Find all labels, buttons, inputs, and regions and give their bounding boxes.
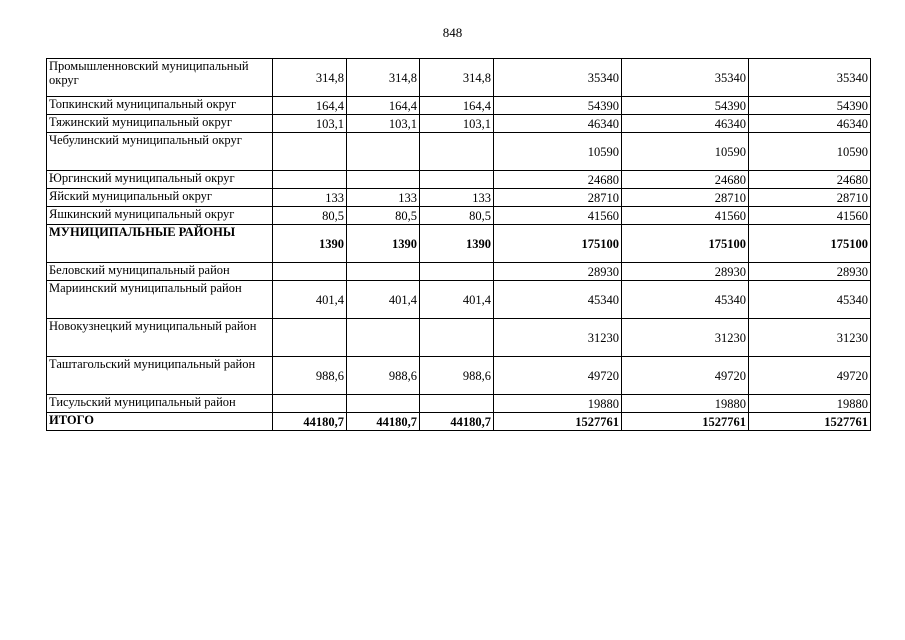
table-row bbox=[47, 133, 871, 171]
cell-value: 175100 bbox=[749, 225, 871, 263]
row-name: Тисульский муниципальный район bbox=[47, 395, 273, 413]
cell-value: 35340 bbox=[622, 59, 749, 97]
cell-value bbox=[420, 395, 494, 413]
table-row bbox=[47, 357, 871, 395]
page-number: 848 bbox=[442, 25, 463, 40]
table-row bbox=[47, 225, 871, 263]
cell-value: 24680 bbox=[749, 171, 871, 189]
cell-value: 133 bbox=[273, 189, 347, 207]
cell-value: 49720 bbox=[622, 357, 749, 395]
cell-value: 44180,7 bbox=[420, 413, 494, 431]
table-row bbox=[47, 281, 871, 319]
row-name: Яшкинский муниципальный округ bbox=[47, 207, 273, 225]
table-row bbox=[47, 171, 871, 189]
cell-value: 28710 bbox=[494, 189, 622, 207]
cell-value: 133 bbox=[347, 189, 420, 207]
cell-value bbox=[420, 171, 494, 189]
cell-value bbox=[273, 263, 347, 281]
table-row bbox=[47, 319, 871, 357]
table-row bbox=[47, 395, 871, 413]
row-name: Яйский муниципальный округ bbox=[47, 189, 273, 207]
row-name: Мариинский муниципальный район bbox=[47, 281, 273, 319]
row-name: Тяжинский муниципальный округ bbox=[47, 115, 273, 133]
cell-value: 28930 bbox=[749, 263, 871, 281]
cell-value: 164,4 bbox=[347, 97, 420, 115]
cell-value bbox=[273, 133, 347, 171]
cell-value: 46340 bbox=[494, 115, 622, 133]
cell-value: 988,6 bbox=[420, 357, 494, 395]
row-name: Таштагольский муниципальный район bbox=[47, 357, 273, 395]
table-row bbox=[47, 207, 871, 225]
cell-value bbox=[347, 133, 420, 171]
cell-value bbox=[420, 263, 494, 281]
cell-value: 31230 bbox=[749, 319, 871, 357]
cell-value: 54390 bbox=[622, 97, 749, 115]
cell-value: 41560 bbox=[749, 207, 871, 225]
cell-value: 1527761 bbox=[749, 413, 871, 431]
cell-value bbox=[347, 171, 420, 189]
cell-value: 103,1 bbox=[420, 115, 494, 133]
cell-value: 10590 bbox=[749, 133, 871, 171]
cell-value: 401,4 bbox=[347, 281, 420, 319]
cell-value bbox=[347, 319, 420, 357]
cell-value: 103,1 bbox=[347, 115, 420, 133]
cell-value: 10590 bbox=[622, 133, 749, 171]
row-name: ИТОГО bbox=[47, 413, 273, 431]
cell-value: 314,8 bbox=[347, 59, 420, 97]
row-name: Беловский муниципальный район bbox=[47, 263, 273, 281]
cell-value: 28710 bbox=[749, 189, 871, 207]
cell-value: 31230 bbox=[622, 319, 749, 357]
cell-value: 41560 bbox=[494, 207, 622, 225]
cell-value bbox=[273, 395, 347, 413]
cell-value: 35340 bbox=[749, 59, 871, 97]
cell-value: 19880 bbox=[494, 395, 622, 413]
cell-value: 401,4 bbox=[420, 281, 494, 319]
table-row bbox=[47, 97, 871, 115]
cell-value: 28930 bbox=[622, 263, 749, 281]
table-row bbox=[47, 189, 871, 207]
cell-value: 28710 bbox=[622, 189, 749, 207]
cell-value bbox=[420, 133, 494, 171]
row-name: Юргинский муниципальный округ bbox=[47, 171, 273, 189]
row-name: Новокузнецкий муниципальный район bbox=[47, 319, 273, 357]
cell-value: 80,5 bbox=[347, 207, 420, 225]
cell-value bbox=[273, 319, 347, 357]
table-row bbox=[47, 59, 871, 97]
cell-value: 44180,7 bbox=[273, 413, 347, 431]
cell-value: 24680 bbox=[494, 171, 622, 189]
cell-value: 28930 bbox=[494, 263, 622, 281]
cell-value: 46340 bbox=[749, 115, 871, 133]
budget-table bbox=[46, 58, 871, 431]
cell-value bbox=[347, 263, 420, 281]
cell-value: 44180,7 bbox=[347, 413, 420, 431]
cell-value: 1390 bbox=[273, 225, 347, 263]
cell-value: 19880 bbox=[749, 395, 871, 413]
cell-value: 80,5 bbox=[420, 207, 494, 225]
cell-value: 45340 bbox=[494, 281, 622, 319]
cell-value: 54390 bbox=[494, 97, 622, 115]
cell-value: 103,1 bbox=[273, 115, 347, 133]
cell-value: 175100 bbox=[494, 225, 622, 263]
row-name: МУНИЦИПАЛЬНЫЕ РАЙОНЫ bbox=[47, 225, 273, 263]
cell-value: 1390 bbox=[347, 225, 420, 263]
cell-value: 10590 bbox=[494, 133, 622, 171]
row-name: Промышленновский муниципальный округ bbox=[47, 59, 273, 97]
cell-value: 1390 bbox=[420, 225, 494, 263]
cell-value bbox=[273, 171, 347, 189]
cell-value: 45340 bbox=[622, 281, 749, 319]
table-row bbox=[47, 115, 871, 133]
cell-value bbox=[347, 395, 420, 413]
cell-value: 164,4 bbox=[273, 97, 347, 115]
cell-value: 54390 bbox=[749, 97, 871, 115]
cell-value: 35340 bbox=[494, 59, 622, 97]
table-row bbox=[47, 413, 871, 431]
cell-value bbox=[420, 319, 494, 357]
row-name: Топкинский муниципальный округ bbox=[47, 97, 273, 115]
cell-value: 19880 bbox=[622, 395, 749, 413]
cell-value: 45340 bbox=[749, 281, 871, 319]
cell-value: 24680 bbox=[622, 171, 749, 189]
cell-value: 80,5 bbox=[273, 207, 347, 225]
cell-value: 49720 bbox=[749, 357, 871, 395]
cell-value: 401,4 bbox=[273, 281, 347, 319]
cell-value: 314,8 bbox=[420, 59, 494, 97]
cell-value: 314,8 bbox=[273, 59, 347, 97]
cell-value: 31230 bbox=[494, 319, 622, 357]
cell-value: 133 bbox=[420, 189, 494, 207]
cell-value: 175100 bbox=[622, 225, 749, 263]
cell-value: 49720 bbox=[494, 357, 622, 395]
row-name: Чебулинский муниципальный округ bbox=[47, 133, 273, 171]
cell-value: 164,4 bbox=[420, 97, 494, 115]
cell-value: 1527761 bbox=[622, 413, 749, 431]
cell-value: 988,6 bbox=[347, 357, 420, 395]
cell-value: 41560 bbox=[622, 207, 749, 225]
cell-value: 988,6 bbox=[273, 357, 347, 395]
table-row bbox=[47, 263, 871, 281]
cell-value: 46340 bbox=[622, 115, 749, 133]
cell-value: 1527761 bbox=[494, 413, 622, 431]
